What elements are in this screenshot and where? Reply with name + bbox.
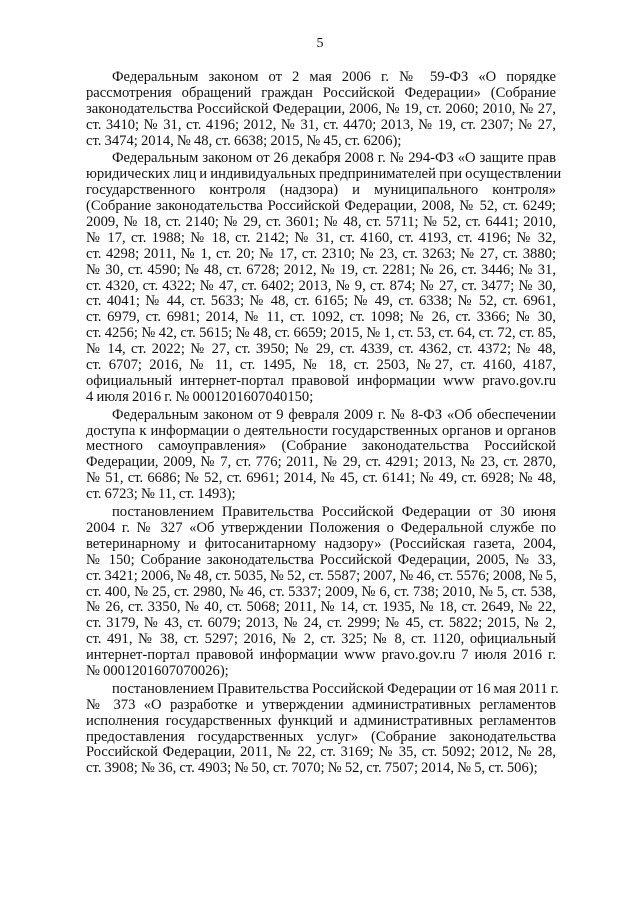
text-line: 4 июля 2016 г. № 0001201607040150; <box>86 388 314 405</box>
text-line: Федерации, 2009, № 7, ст. 776; 2011, № 29, ст. 4291; 2013, № 23, ст. 2870, <box>86 454 556 471</box>
text-line: № 373 «О разработке и утверждении административных регламентов <box>86 696 556 713</box>
text-line: ст. 3410; № 31, ст. 4196; 2012, № 31, ст. 4470; 2013, № 19, ст. 2307; № 27, <box>86 116 556 133</box>
text-line: доступа к информации о деятельности государственных органов и органов <box>86 422 556 439</box>
paragraph <box>86 408 556 503</box>
text-line: интернет-портал правовой информации www pravo.gov.ru 7 июля 2016 г. <box>86 647 556 664</box>
text-line: Федеральным законом от 2 мая 2006 г. № 59-ФЗ «О порядке <box>112 69 556 85</box>
text-line: № 14, ст. 2022; № 27, ст. 3950; № 29, ст. 4339, ст. 4362, ст. 4372; № 48, <box>86 341 556 358</box>
text-line: законодательства Российской Федерации, 2006, № 19, ст. 2060; 2010, № 27, <box>86 100 556 117</box>
text-line: ст. 3908; № 36, ст. 4903; № 50, ст. 7070; № 52, ст. 7507; 2014, № 5, ст. 506); <box>86 760 538 777</box>
text-line: ст. 4298; 2011, № 1, ст. 20; № 17, ст. 2310; № 23, ст. 3263; № 27, ст. 3880; <box>86 245 556 262</box>
paragraph <box>86 70 556 149</box>
text-line: ст. 6723; № 11, ст. 1493); <box>86 486 236 503</box>
text-line: местного самоуправления» (Собрание законодательства Российской <box>86 438 556 455</box>
text-line: ст. 6979, ст. 6981; 2014, № 11, ст. 1092, ст. 1098; № 26, ст. 3366; № 30, <box>86 309 556 326</box>
text-line: 2009, № 18, ст. 2140; № 29, ст. 3601; № 48, ст. 5711; № 52, ст. 6441; 2010, <box>86 214 556 231</box>
text-line: юридических лиц и индивидуальных предпринимателей при осуществлении <box>86 166 562 183</box>
text-line: официальный интернет-портал правовой информации www pravo.gov.ru <box>86 372 556 389</box>
text-line: № 17, ст. 1988; № 18, ст. 2142; № 31, ст. 4160, ст. 4193, ст. 4196; № 32, <box>86 229 556 246</box>
text-line: ст. 3421; 2006, № 48, ст. 5035, № 52, ст. 5587; 2007, № 46, ст. 5576; 2008, № 5, <box>86 567 557 584</box>
text-line: ст. 3179, № 43, ст. 6079; 2013, № 24, ст. 2999; № 45, ст. 5822; 2015, № 2, <box>86 615 556 632</box>
page-number: 5 <box>316 36 324 51</box>
text-line: рассмотрения обращений граждан Российской Федерации» (Собрание <box>86 84 556 101</box>
text-line: № 30, ст. 4590; № 48, ст. 6728; 2012, № 19, ст. 2281; № 26, ст. 3446; № 31, <box>86 261 556 278</box>
text-line: ст. 3474; 2014, № 48, ст. 6638; 2015, № 45, ст. 6206); <box>86 132 402 149</box>
text-line: № 26, ст. 3350, № 40, ст. 5068; 2011, № 14, ст. 1935, № 18, ст. 2649, № 22, <box>86 599 556 616</box>
document-body <box>86 69 562 779</box>
paragraph <box>86 680 559 777</box>
text-line: постановлением Правительства Российской Федерации от 16 мая 2011 г. <box>112 680 559 697</box>
text-line: постановлением Правительства Российской Федерации от 30 июня <box>112 504 556 521</box>
text-line: (Собрание законодательства Российской Федерации, 2008, № 52, ст. 6249; <box>86 198 556 215</box>
text-line: ст. 6707; 2016, № 11, ст. 1495, № 18, ст. 2503, №27, ст. 4160, 4187, <box>86 357 556 374</box>
text-line: Федеральным законом от 9 февраля 2009 г. № 8-ФЗ «Об обеспечении <box>112 406 556 423</box>
text-line: ст. 400, № 25, ст. 2980, № 46, ст. 5337; 2009, № 6, ст. 738; 2010, № 5, ст. 538, <box>86 583 556 600</box>
text-line: 2004 г. № 327 «Об утверждении Положения о Федеральной службе по <box>86 519 556 536</box>
text-line: государственного контроля (надзора) и муниципального контроля» <box>86 182 556 199</box>
text-line: № 150; Собрание законодательства Российской Федерации, 2005, № 33, <box>86 551 556 568</box>
text-line: ст. 4256; № 42, ст. 5615; № 48, ст. 6659; 2015, № 1, ст. 53, ст. 64, ст. 72, ст. 85, <box>86 325 556 342</box>
text-line: Федеральным законом от 26 декабря 2008 г. № 294-ФЗ «О защите прав <box>112 150 556 167</box>
text-line: № 51, ст. 6686; № 52, ст. 6961; 2014, № 45, ст. 6141; № 49, ст. 6928; № 48, <box>86 470 556 487</box>
text-line: ветеринарному и фитосанитарному надзору» (Российская газета, 2004, <box>86 535 556 552</box>
text-line: ст. 4320, ст. 4322; № 47, ст. 6402; 2013, № 9, ст. 874; № 27, ст. 3477; № 30, <box>86 277 556 294</box>
text-line: Российской Федерации, 2011, № 22, ст. 3169; № 35, ст. 5092; 2012, № 28, <box>86 744 556 761</box>
text-line: предоставления государственных услуг» (Собрание законодательства <box>86 728 556 745</box>
paragraph <box>86 150 562 405</box>
text-line: ст. 491, № 38, ст. 5297; 2016, № 2, ст. 325; № 8, ст. 1120, официальный <box>86 631 556 648</box>
paragraph <box>86 505 556 680</box>
text-line: исполнения государственных функций и административных регламентов <box>86 712 556 729</box>
text-line: ст. 4041; № 44, ст. 5633; № 48, ст. 6165; № 49, ст. 6338; № 52, ст. 6961, <box>86 293 556 310</box>
text-line: № 0001201607070026); <box>86 662 229 679</box>
